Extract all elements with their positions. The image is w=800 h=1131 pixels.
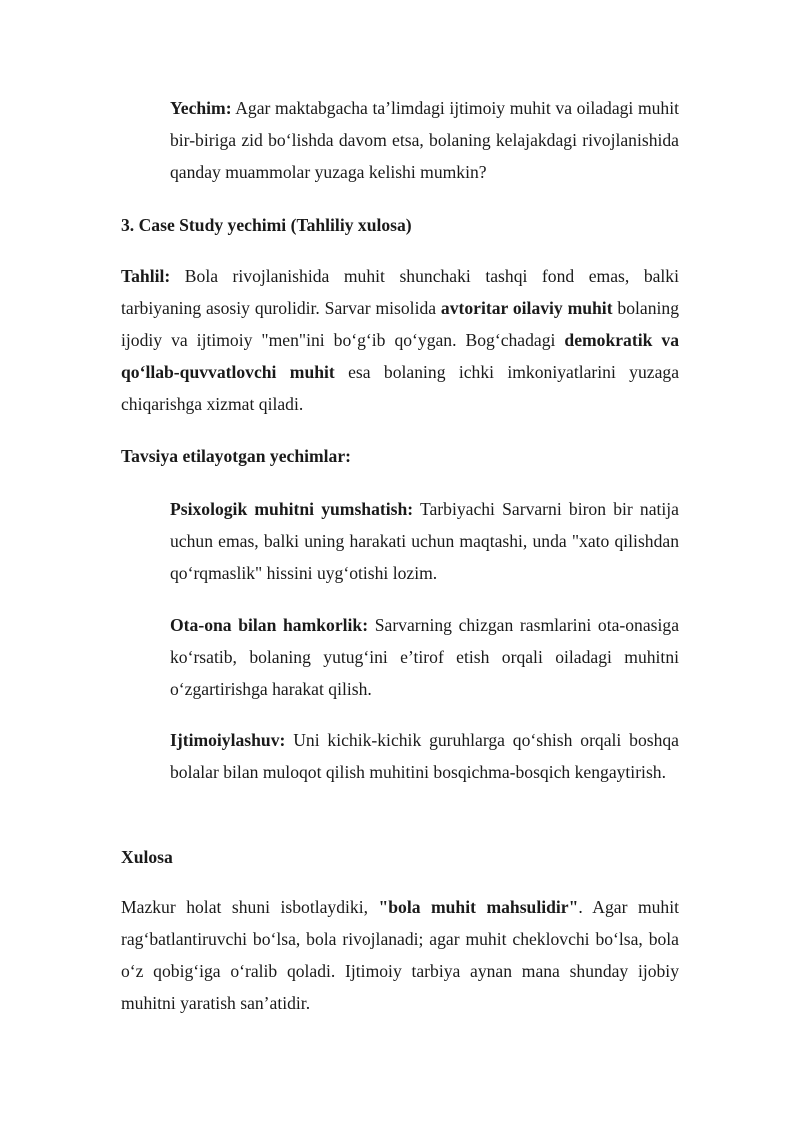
tavsiya-item-label: Ota-ona bilan hamkorlik:: [170, 615, 369, 635]
tavsiya-item-label: Psixologik muhitni yumshatish:: [170, 499, 414, 519]
xulosa-heading: Xulosa: [121, 847, 173, 867]
tahlil-paragraph: [121, 260, 679, 420]
tavsiya-item: [170, 724, 679, 788]
tahlil-text-2: bolaning ijodiy va ijtimoiy "men"ini bo‘g‘ib qo‘ygan. Bog‘chadagi: [121, 298, 679, 350]
xulosa-text-1: Mazkur holat shuni isbotlaydiki,: [121, 897, 379, 917]
xulosa-bold: "bola muhit mahsulidir": [378, 897, 579, 917]
xulosa-text-2: . Agar muhit rag‘batlantiruvchi bo‘lsa, bola rivojlanadi; agar muhit cheklovchi bo‘lsa, bola o‘z qobig‘iga o‘ralib qoladi. Ijtimoiy tarbiya aynan mana shunday ijobiy muhitni yaratish san’atidir.: [121, 897, 679, 1013]
tahlil-text-3: esa bolaning ichki imkoniyatlarini yuzaga chiqarishga xizmat qiladi.: [121, 362, 680, 414]
xulosa-paragraph: [121, 891, 679, 1019]
yechim-question: [170, 92, 679, 188]
tahlil-bold-1: avtoritar oilaviy muhit: [440, 298, 613, 318]
yechim-label: Yechim:: [170, 98, 232, 118]
tavsiya-item-label: Ijtimoiylashuv:: [170, 730, 286, 750]
tavsiya-item-text: Tarbiyachi Sarvarni biron bir natija uchun emas, balki uning harakati uchun maqtashi, unda "xato qilishdan qo‘rqmaslik" hissini uyg‘otishi lozim.: [170, 499, 679, 583]
tavsiya-item-text: Sarvarning chizgan rasmlarini ota-onasiga ko‘rsatib, bolaning yutug‘ini e’tirof etish orqali oiladagi muhitni o‘zgartirishga harakat qilish.: [170, 615, 679, 699]
tavsiya-item: [170, 609, 679, 705]
tahlil-text-1: Bola rivojlanishida muhit shunchaki tashqi fond emas, balki tarbiyaning asosiy qurolidir. Sarvar misolida: [121, 266, 679, 318]
tavsiya-item-text: Uni kichik-kichik guruhlarga qo‘shish orqali boshqa bolalar bilan muloqot qilish muhitini bosqichma-bosqich kengaytirish.: [170, 730, 679, 782]
tahlil-bold-2: demokratik va qo‘llab-quvvatlovchi muhit: [121, 330, 679, 382]
tavsiya-item: [170, 493, 679, 589]
tavsiya-heading: Tavsiya etilayotgan yechimlar:: [121, 446, 352, 466]
yechim-text: Agar maktabgacha ta’limdagi ijtimoiy muhit va oiladagi muhit bir-biriga zid bo‘lishda davom etsa, bolaning kelajakdagi rivojlanishida qanday muammolar yuzaga kelishi mumkin?: [170, 98, 679, 182]
section-3-heading: 3. Case Study yechimi (Tahliliy xulosa): [121, 215, 412, 235]
tahlil-label: Tahlil:: [121, 266, 171, 286]
